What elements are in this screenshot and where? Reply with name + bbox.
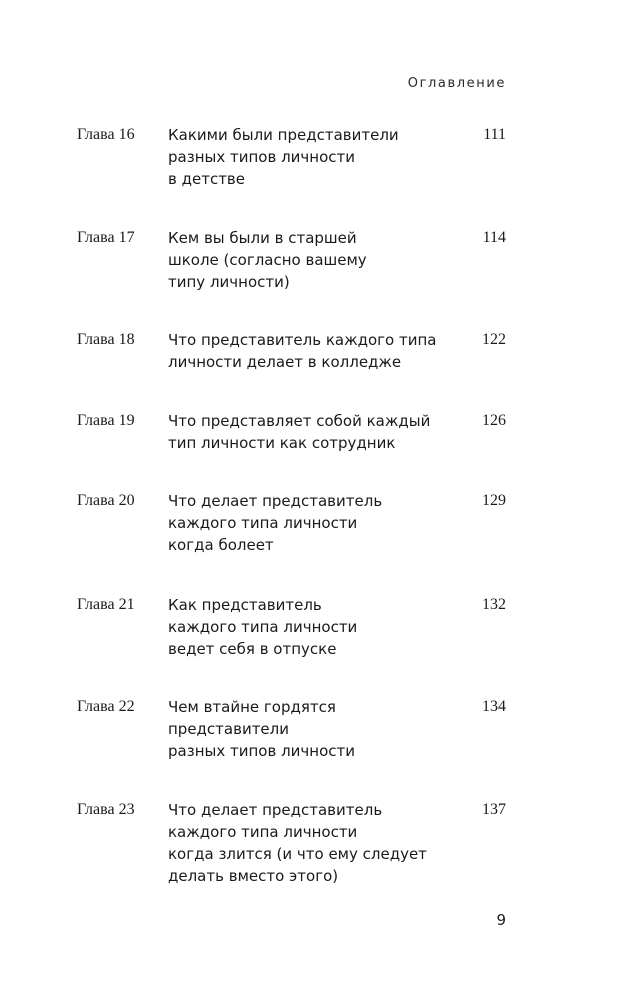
chapter-label: Глава 22 [77,698,135,715]
chapter-title-line: Чем втайне гордятся [168,698,336,716]
chapter-title-line: разных типов личности [168,148,355,166]
chapter-title [168,799,468,887]
chapter-title-line: каждого типа личности [168,618,358,636]
chapter-label: Глава 21 [77,596,135,613]
chapter-title-line: Что представляет собой каждый [168,412,431,430]
chapter-title-line: когда злится (и что ему следует [168,845,427,863]
chapter-title-line: в детстве [168,170,245,188]
chapter-title [168,490,468,556]
chapter-title-line: Что делает представитель [168,801,383,819]
chapter-page-number: 114 [482,229,506,246]
chapter-title-line: разных типов личности [168,742,355,760]
chapter-page-number: 111 [483,126,506,143]
chapter-label: Глава 23 [77,801,135,818]
chapter-label: Глава 17 [77,229,135,246]
chapter-page-number: 134 [482,698,506,715]
running-head: Оглавление [407,76,506,91]
chapter-page-number: 126 [482,412,506,429]
chapter-title-line: каждого типа личности [168,514,358,532]
chapter-title-line: Что представитель каждого типа [168,331,437,349]
chapter-title [168,124,468,190]
chapter-label: Глава 19 [77,412,135,429]
chapter-title [168,329,468,373]
chapter-title [168,410,468,454]
chapter-title-line: Кем вы были в старшей [168,229,357,247]
chapter-title-line: тип личности как сотрудник [168,434,396,452]
chapter-title-line: Что делает представитель [168,492,383,510]
chapter-page-number: 129 [482,492,506,509]
chapter-title-line: представители [168,720,289,738]
chapter-title-line: делать вместо этого) [168,867,339,885]
chapter-label: Глава 20 [77,492,135,509]
chapter-title [168,696,468,762]
chapter-label: Глава 16 [77,126,135,143]
chapter-title-line: Какими были представители [168,126,399,144]
chapter-page-number: 122 [482,331,506,348]
chapter-page-number: 132 [482,596,506,613]
chapter-title-line: Как представитель [168,596,322,614]
chapter-title [168,227,468,293]
chapter-page-number: 137 [482,801,506,818]
chapter-title-line: каждого типа личности [168,823,358,841]
chapter-title-line: личности делает в колледже [168,353,402,371]
chapter-title-line: школе (согласно вашему [168,251,367,269]
chapter-title-line: ведет себя в отпуске [168,640,337,658]
chapter-title-line: когда болеет [168,536,274,554]
chapter-title [168,594,468,660]
chapter-label: Глава 18 [77,331,135,348]
page-number: 9 [496,911,506,929]
chapter-title-line: типу личности) [168,273,290,291]
